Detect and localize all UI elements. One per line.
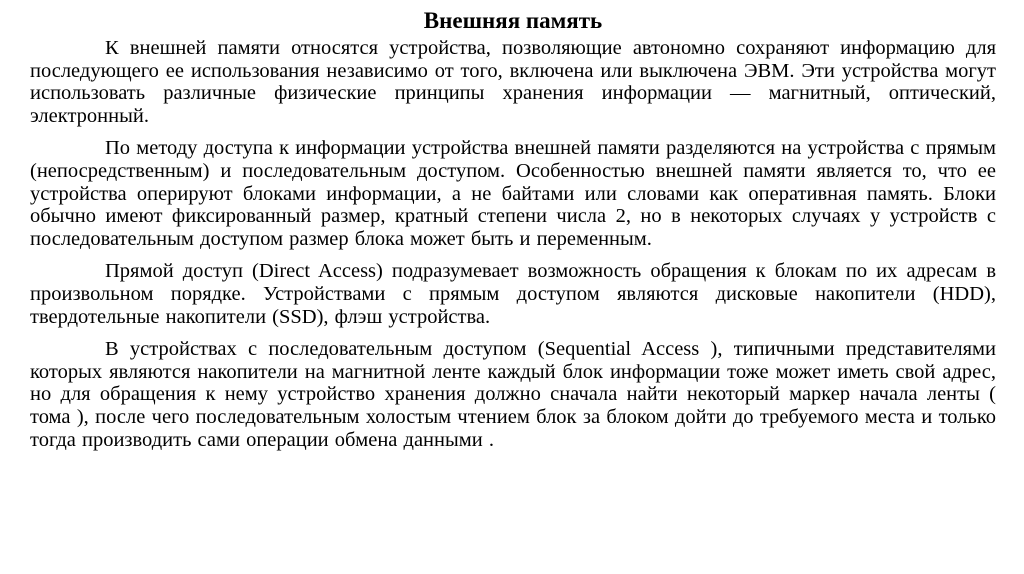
paragraph-sequential-access: В устройствах с последовательным доступом (Sequential Access ), типичными представителями которых являются накопители на магнитной ленте каждый блок информации тоже может иметь свой адрес, но для обращения к нему устройство хранения должно сначала найти некоторый маркер начала ленты ( тома ), после чего последовательным холостым чтением блок за блоком дойти до требуемого места и только тогда производить сами операции обмена данными . [30, 338, 996, 451]
page-title: Внешняя память [423, 8, 603, 33]
paragraph-access-methods: По методу доступа к информации устройства внешней памяти разделяются на устройства с прямым (непосредственным) и последовательным доступом. Особенностью внешней памяти является то, что ее устройства оперируют блоками информации, а не байтами или словами как оперативная память. Блоки обычно имеют фиксированный размер, кратный степени числа 2, но в некоторых случаях у устройств с последовательным доступом размер блока может быть и переменным. [30, 137, 996, 250]
paragraph-definition: К внешней памяти относятся устройства, позволяющие автономно сохраняют информацию для последующего ее использования независимо от того, включена или выключена ЭВМ. Эти устройства могут использовать различные физические принципы хранения информации — магнитный, оптический, электронный. [30, 37, 996, 127]
paragraph-direct-access: Прямой доступ (Direct Access) подразумевает возможность обращения к блокам по их адресам в произвольном порядке. Устройствами с прямым доступом являются дисковые накопители (HDD), твердотельные накопители (SSD), флэш устройства. [30, 260, 996, 328]
